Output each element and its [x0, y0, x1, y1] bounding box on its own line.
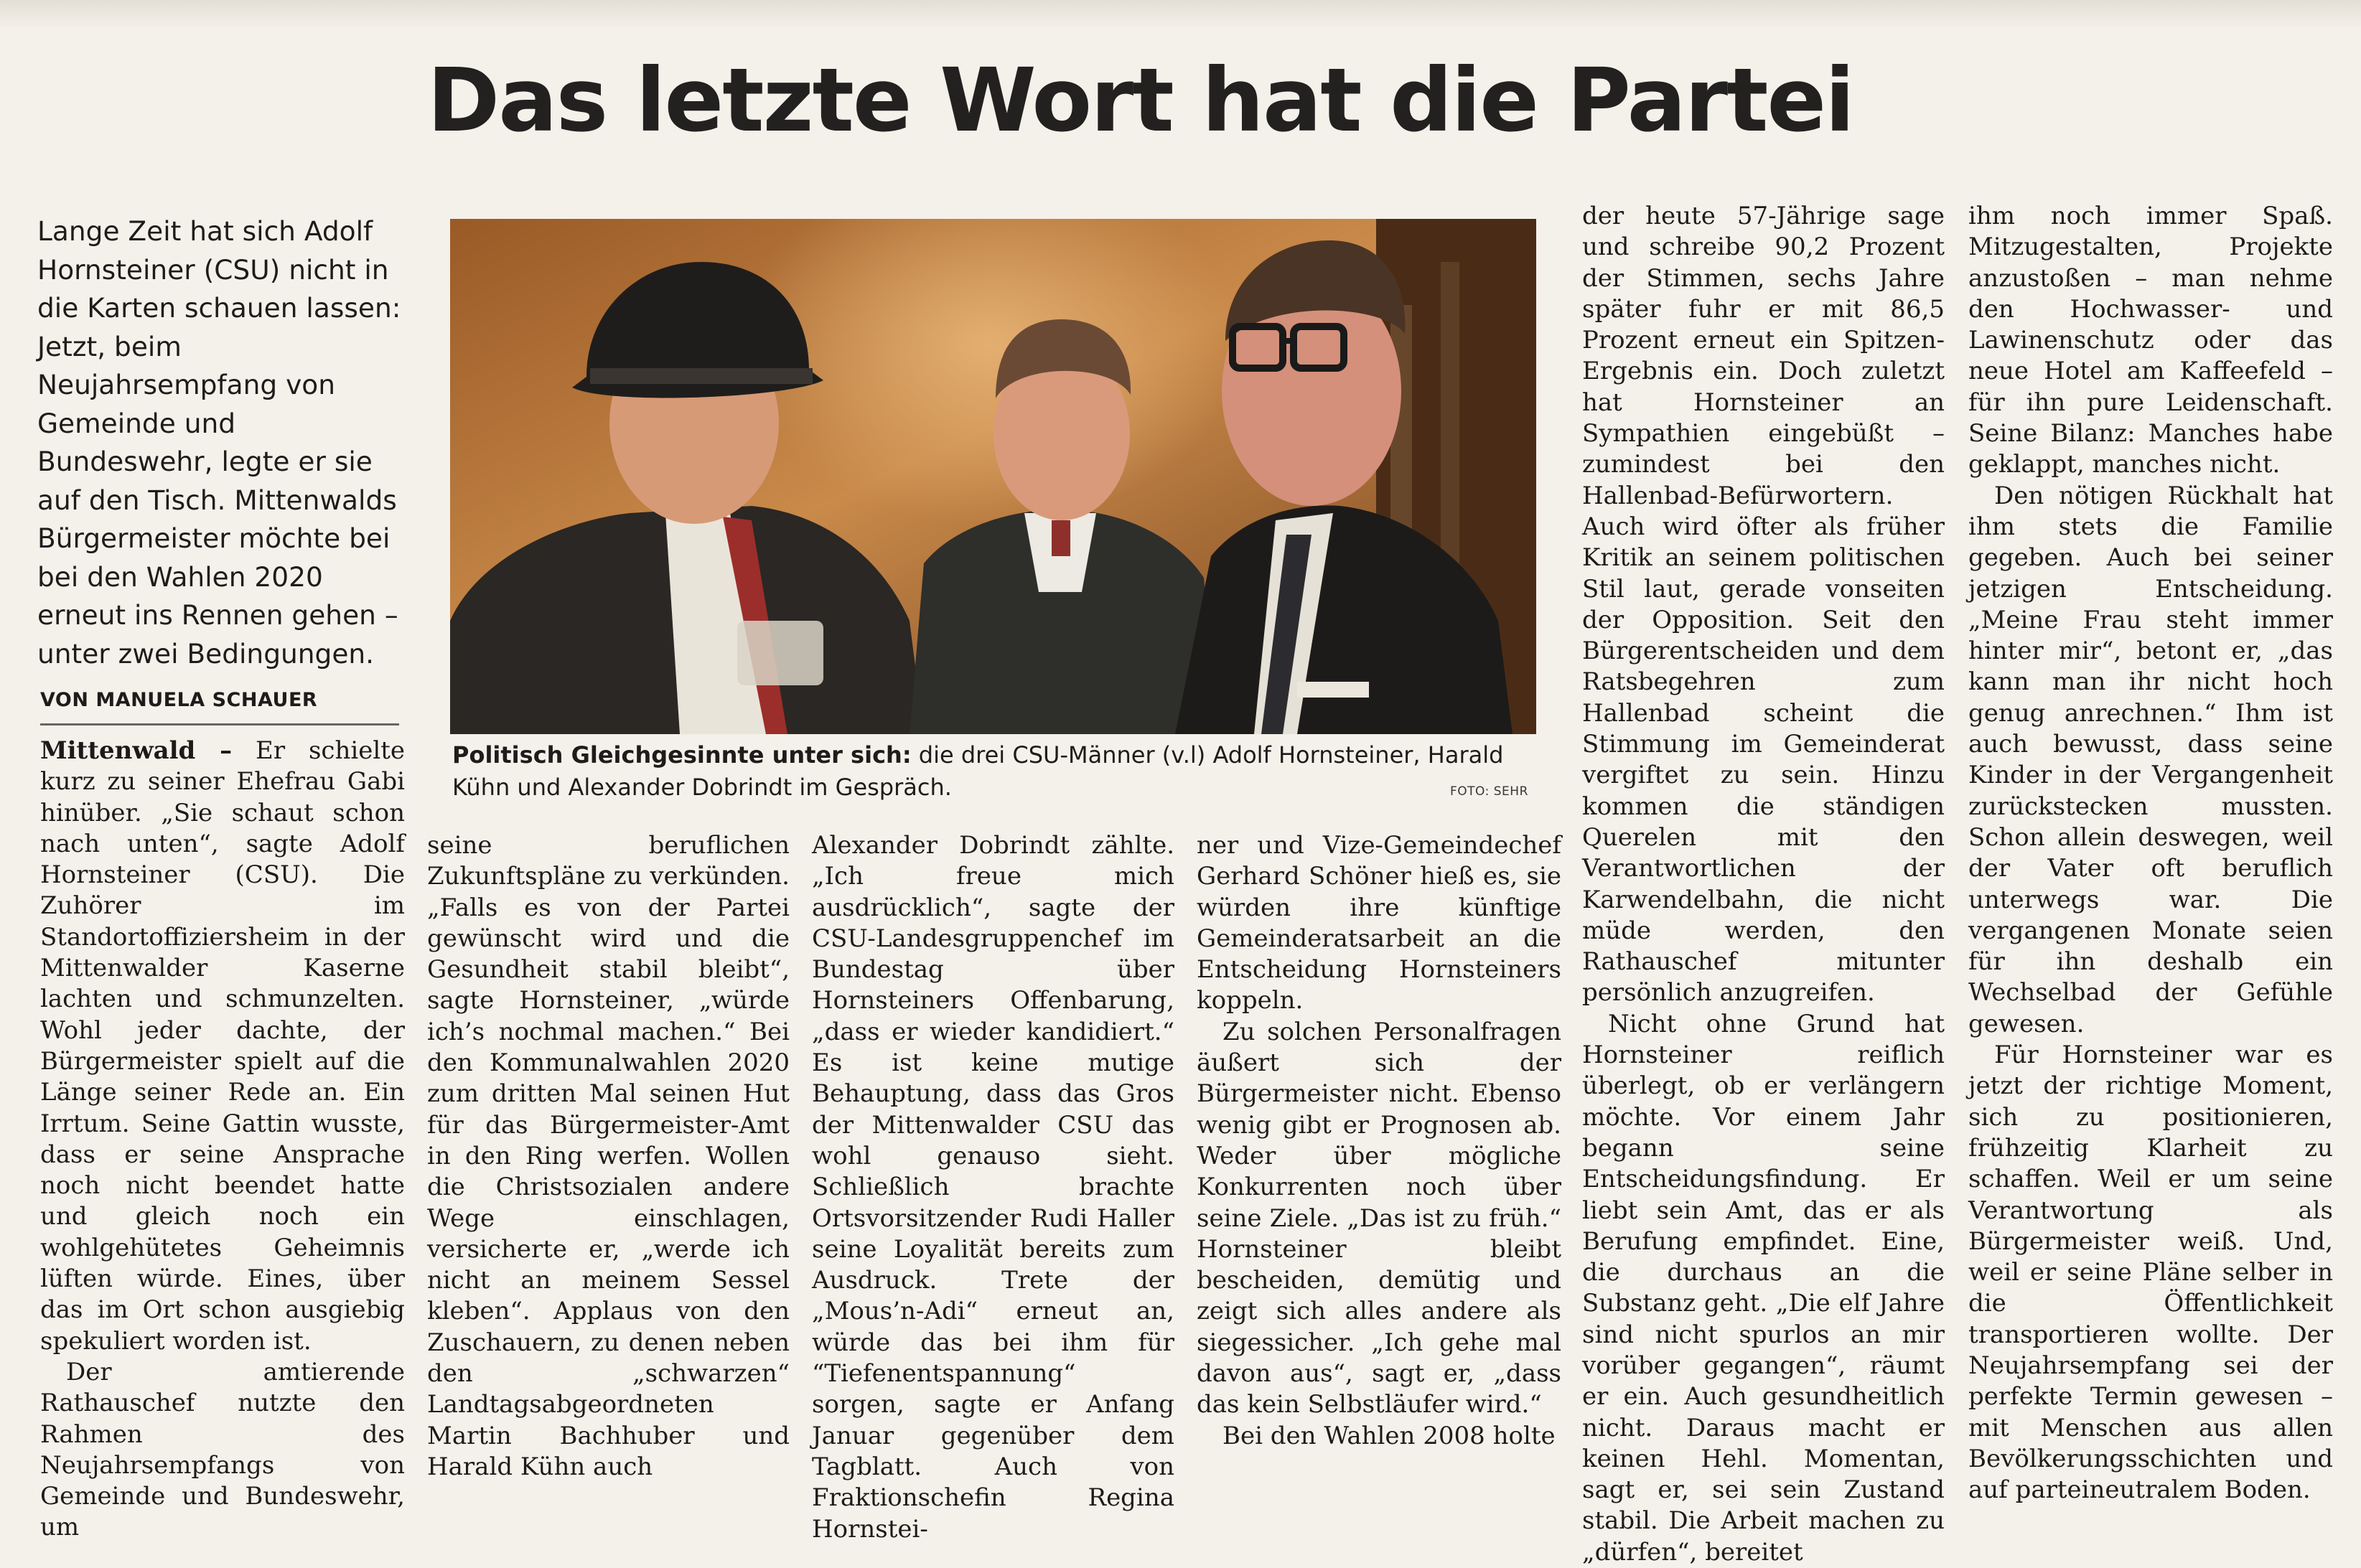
byline: VON MANUELA SCHAUER — [40, 689, 318, 711]
paragraph: Der amtierende Rathauschef nutzte den Rahmen des Neujahrsempfangs von Gemeinde und Bundeswehr, um — [40, 1357, 405, 1542]
text-column-2 — [427, 830, 790, 1483]
dateline: Mittenwald – — [40, 736, 233, 765]
text-column-4 — [1197, 830, 1561, 1452]
paragraph: Für Hornsteiner war es jetzt der richtige Moment, sich zu positionieren, frühzeitig Klarheit zu schaffen. Weil er um seine Verantwortung als Bürgermeister weiß. Und, weil er seine Pläne selber in die Öffentlichkeit transportieren wollte. Der Neujahrsempfang sei der perfekte Termin gewesen – mit Menschen aus allen Bevölkerungsschichten und auf parteineutralem Boden. — [1968, 1041, 2333, 1505]
paragraph: Alexander Dobrindt zählte. „Ich freue mich ausdrücklich“, sagte der CSU-Landesgruppenchef im Bundestag über Hornsteiners Offenbarung, „dass er wieder kandidiert.“ Es ist keine mutige Behauptung, dass das Gros der Mittenwalder CSU das wohl genauso sieht. Schließlich brachte Ortsvorsitzender Rudi Haller seine Loyalität bereits zum Ausdruck. Trete der „Mous’n-Adi“ erneut an, würde das bei ihm für “Tiefenentspannung“ sorgen, sagte er Anfang Januar gegenüber dem Tagblatt. Auch von Fraktionschefin Regina Hornstei- — [812, 831, 1174, 1544]
paragraph: ihm noch immer Spaß. Mitzugestalten, Projekte anzustoßen – man nehme den Hochwasser- und Lawinenschutz oder das neue Hotel am Kaffeefeld – für ihn pure Leidenschaft. Seine Bilanz: Manches habe geklappt, manches nicht. — [1968, 202, 2333, 479]
teaser-text: Lange Zeit hat sich Adolf Hornsteiner (CSU) nicht in die Karten schauen lassen: Jetzt, beim Neujahrsempfang von Gemeinde und Bundeswehr, legte er sie auf den Tisch. Mittenwalds Bürgermeister möchte bei bei den Wahlen 2020 erneut ins Rennen gehen – unter zwei Bedingungen. — [37, 215, 401, 670]
text-column-6 — [1968, 201, 2333, 1506]
article-headline: Das letzte Wort hat die Partei — [427, 50, 1853, 151]
paragraph: Nicht ohne Grund hat Hornsteiner reiflich überlegt, ob er verlängern möchte. Vor einem Jahr begann seine Entscheidungsfindung. Er liebt sein Amt, das er als Berufung empfindet. Eine, die durchaus an die Substanz geht. „Die elf Jahre sind nicht spurlos an mir vorüber gegangen“, räumt er ein. Auch gesundheitlich nicht. Daraus macht er keinen Hehl. Momentan, sagt er, sei sein Zustand stabil. Die Arbeit machen zu „dürfen“, bereitet — [1582, 1009, 1945, 1567]
text-column-5 — [1582, 201, 1945, 1568]
paragraph: ner und Vize-Gemeindechef Gerhard Schöner hieß es, sie würden ihre künftige Gemeinderatsarbeit an die Entscheidung Hornsteiners koppeln. — [1197, 831, 1561, 1015]
paragraph: Bei den Wahlen 2008 holte — [1222, 1421, 1556, 1450]
paragraph: seine beruflichen Zukunftspläne zu verkünden. „Falls es von der Partei gewünscht wird und die Gesundheit stabil bleibt“, sagte Hornsteiner, „würde ich’s nochmal machen.“ Bei den Kommunalwahlen 2020 zum dritten Mal seinen Hut für das Bürgermeister-Amt in den Ring werfen. Wollen die Christsozialen andere Wege einschlagen, versicherte er, „werde ich nicht an meinem Sessel kleben“. Applaus von den Zuschauern, zu denen neben den „schwarzen“ Landtagsabgeordneten Martin Bachhuber und Harald Kühn auch — [427, 831, 790, 1481]
text-column-3 — [812, 830, 1174, 1545]
paragraph: Auch wird öfter als früher Kritik an seinem politischen Stil laut, gerade vonseiten der Opposition. Seit den Bürgerentscheiden und dem Ratsbegehren zum Hallenbad scheint die Stimmung im Gemeinderat vergiftet zu sein. Hinzu kommen die ständigen Querelen mit den Verantwortlichen der Karwendelbahn, die nicht müde werden, den Rathauschef mitunter persönlich anzugreifen. — [1582, 512, 1945, 1008]
photo-credit: FOTO: SEHR — [1450, 784, 1528, 799]
paragraph: Zu solchen Personalfragen äußert sich der Bürgermeister nicht. Ebenso wenig gibt er Prognosen ab. Weder über mögliche Konkurrenten noch über seine Ziele. „Das ist zu früh.“ Hornsteiner bleibt bescheiden, demütig und zeigt sich alles andere als siegessicher. „Ich gehe mal davon aus“, sagt er, „dass das kein Selbstläufer wird.“ — [1197, 1017, 1561, 1419]
caption-text: die drei CSU-Männer (v.l) Adolf Hornsteiner, Harald Kühn und Alexander Dobrindt im Gespräch. — [452, 741, 1504, 801]
paragraph: Den nötigen Rückhalt hat ihm stets die Familie gegeben. Auch bei seiner jetzigen Entscheidung. „Meine Frau steht immer hinter mir“, betont er, „das kann man ihr nicht hoch genug anrechnen.“ Ihm ist auch bewusst, dass seine Kinder in der Vergangenheit zurückstecken mussten. Schon allein deswegen, weil der Vater oft beruflich unterwegs war. Die vergangenen Monate seien für ihn deshalb ein Wechselbad der Gefühle gewesen. — [1968, 481, 2333, 1038]
previous-page-bleed — [0, 0, 2361, 29]
photo-caption — [452, 739, 1535, 804]
caption-lead: Politisch Gleichgesinnte unter sich: — [452, 741, 912, 769]
paragraph-text: Er schielte kurz zu seiner Ehefrau Gabi hinüber. „Sie schaut schon nach unten“, sagte Adolf Hornsteiner (CSU). Die Zuhörer im Standortoffiziersheim in der Mittenwalder Kaserne lachten und schmunzelten. Wohl jeder dachte, der Bürgermeister spielt auf die Länge seiner Rede an. Ein Irrtum. Seine Gattin wusste, dass er seine Ansprache noch nicht beendet hatte und gleich noch ein wohlgehütetes Geheimnis lüften würde. Eines, über das im Ort schon ausgiebig spekuliert worden ist. — [40, 736, 405, 1356]
text-column-1 — [40, 736, 405, 1544]
paragraph — [40, 736, 405, 1357]
article-teaser — [37, 212, 403, 673]
article-photo — [450, 219, 1536, 734]
paragraph: der heute 57-Jährige sage und schreibe 90,2 Prozent der Stimmen, sechs Jahre später fuhr er mit 86,5 Prozent erneut ein Spitzen-Ergebnis ein. Doch zuletzt hat Hornsteiner an Sympathien eingebüßt – zumindest bei den Hallenbad-Befürwortern. — [1582, 202, 1945, 510]
byline-rule — [40, 723, 399, 726]
